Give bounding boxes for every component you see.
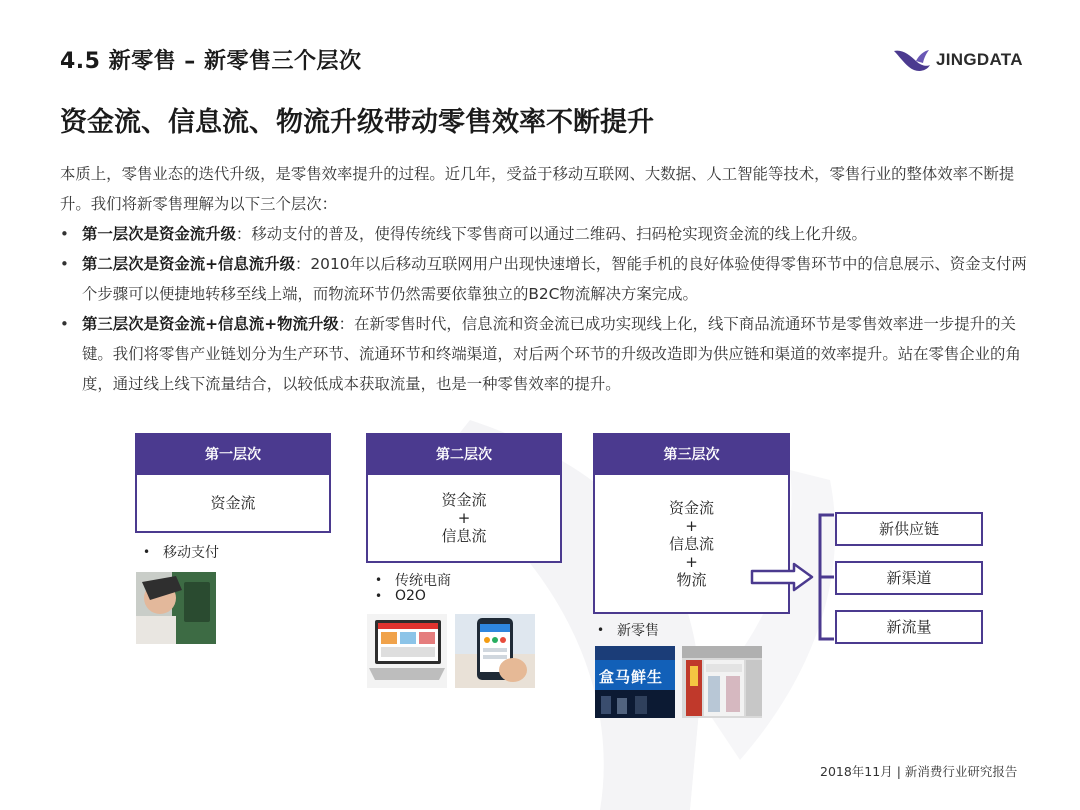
- output-new-traffic: 新流量: [835, 610, 983, 644]
- footer: [820, 762, 1017, 780]
- bullet-item: [60, 219, 1032, 249]
- list-item-text: 新零售: [617, 623, 659, 639]
- store-entrance-photo: [682, 646, 762, 718]
- tier-2-box: [366, 433, 562, 563]
- list-item-text: 移动支付: [163, 545, 219, 561]
- tier-2-line: 信息流: [441, 527, 487, 545]
- tier-2-list-item: [375, 570, 451, 590]
- tier-3-line: 资金流: [668, 498, 714, 517]
- output-new-channel: 新渠道: [835, 561, 983, 595]
- body-text: [60, 159, 1032, 399]
- bullet-dot-icon: •: [375, 573, 383, 587]
- bullet-dot-icon: •: [60, 255, 69, 273]
- tier-2-list-item: [375, 588, 426, 604]
- footer-report-title: 新消费行业研究报告: [904, 764, 1018, 779]
- bullet-dot-icon: •: [143, 545, 151, 559]
- tier-2-content: [368, 475, 560, 561]
- tier-1-content: [137, 475, 329, 531]
- footer-date: 2018年11月: [820, 764, 893, 779]
- store-sign-text: 盒马鲜生: [599, 668, 664, 686]
- bullet-dot-icon: •: [60, 225, 69, 243]
- bullet-dot-icon: •: [60, 315, 69, 333]
- tier-3-line: 信息流: [668, 534, 714, 553]
- output-new-supply-chain: 新供应链: [835, 512, 983, 546]
- tier-1-line: 资金流: [210, 494, 256, 512]
- bullet-dot-icon: •: [597, 623, 605, 637]
- bullet-lead: 第一层次是资金流升级: [82, 225, 236, 243]
- bullet-lead: 第三层次是资金流+信息流+物流升级: [82, 315, 339, 333]
- tier-2-title: 第二层次: [368, 435, 560, 475]
- tier-1-box: [135, 433, 331, 533]
- bullet-item: [60, 309, 1032, 399]
- tier-3-title: 第三层次: [595, 435, 788, 475]
- tier-1-title: 第一层次: [137, 435, 329, 475]
- intro-paragraph: 本质上，零售业态的迭代升级，是零售效率提升的过程。近几年，受益于移动互联网、大数据、人工智能等技术，零售行业的整体效率不断提升。我们将新零售理解为以下三个层次：: [60, 165, 1015, 213]
- bullet-text: ：移动支付的普及，使得传统线下零售商可以通过二维码、扫码枪实现资金流的线上化升级。: [235, 225, 867, 243]
- bullet-lead: 第二层次是资金流+信息流升级: [82, 255, 295, 273]
- bird-logo-icon: [892, 45, 932, 75]
- list-item-text: O2O: [395, 588, 426, 604]
- o2o-phone-photo: [455, 614, 535, 688]
- bullet-item: [60, 249, 1032, 309]
- tier-3-line: +: [685, 516, 698, 535]
- tier-3-line: 物流: [676, 570, 707, 589]
- logo-text: JINGDATA: [936, 50, 1023, 69]
- mobile-payment-photo: [136, 572, 216, 644]
- ecommerce-laptop-photo: [367, 614, 447, 688]
- section-title: 4.5 新零售 – 新零售三个层次: [60, 49, 362, 74]
- jingdata-logo: [892, 40, 1032, 80]
- footer-separator: |: [896, 764, 901, 779]
- bullet-text: ：在新零售时代，信息流和资金流已成功实现线上化，线下商品流通环节是零售效率进一步提升的关键。我们将零售产业链划分为生产环节、流通环节和终端渠道，对后两个环节的升级改造即为供应链和渠道的效率提升。站在零售企业的角度，通过线上线下流量结合，以较低成本获取流量，也是一种零售效率的提升。: [82, 315, 1021, 393]
- list-item-text: 传统电商: [395, 573, 451, 589]
- tier-3-list-item: [597, 620, 659, 640]
- hema-store-photo: [595, 646, 675, 718]
- bullet-text: ：2010年以后移动互联网用户出现快速增长，智能手机的良好体验使得零售环节中的信息展示、资金支付两个步骤可以便捷地转移至线上端，而物流环节仍然需要依靠独立的B2C物流解决方案完成。: [82, 255, 1027, 303]
- tier-3-line: +: [685, 552, 698, 571]
- headline: 资金流、信息流、物流升级带动零售效率不断提升: [60, 107, 654, 138]
- tier-2-line: +: [457, 509, 471, 527]
- tier-1-list-item: [143, 542, 219, 562]
- bullet-dot-icon: •: [375, 589, 383, 603]
- tier-2-line: 资金流: [441, 491, 487, 509]
- right-arrow-icon: [750, 562, 816, 592]
